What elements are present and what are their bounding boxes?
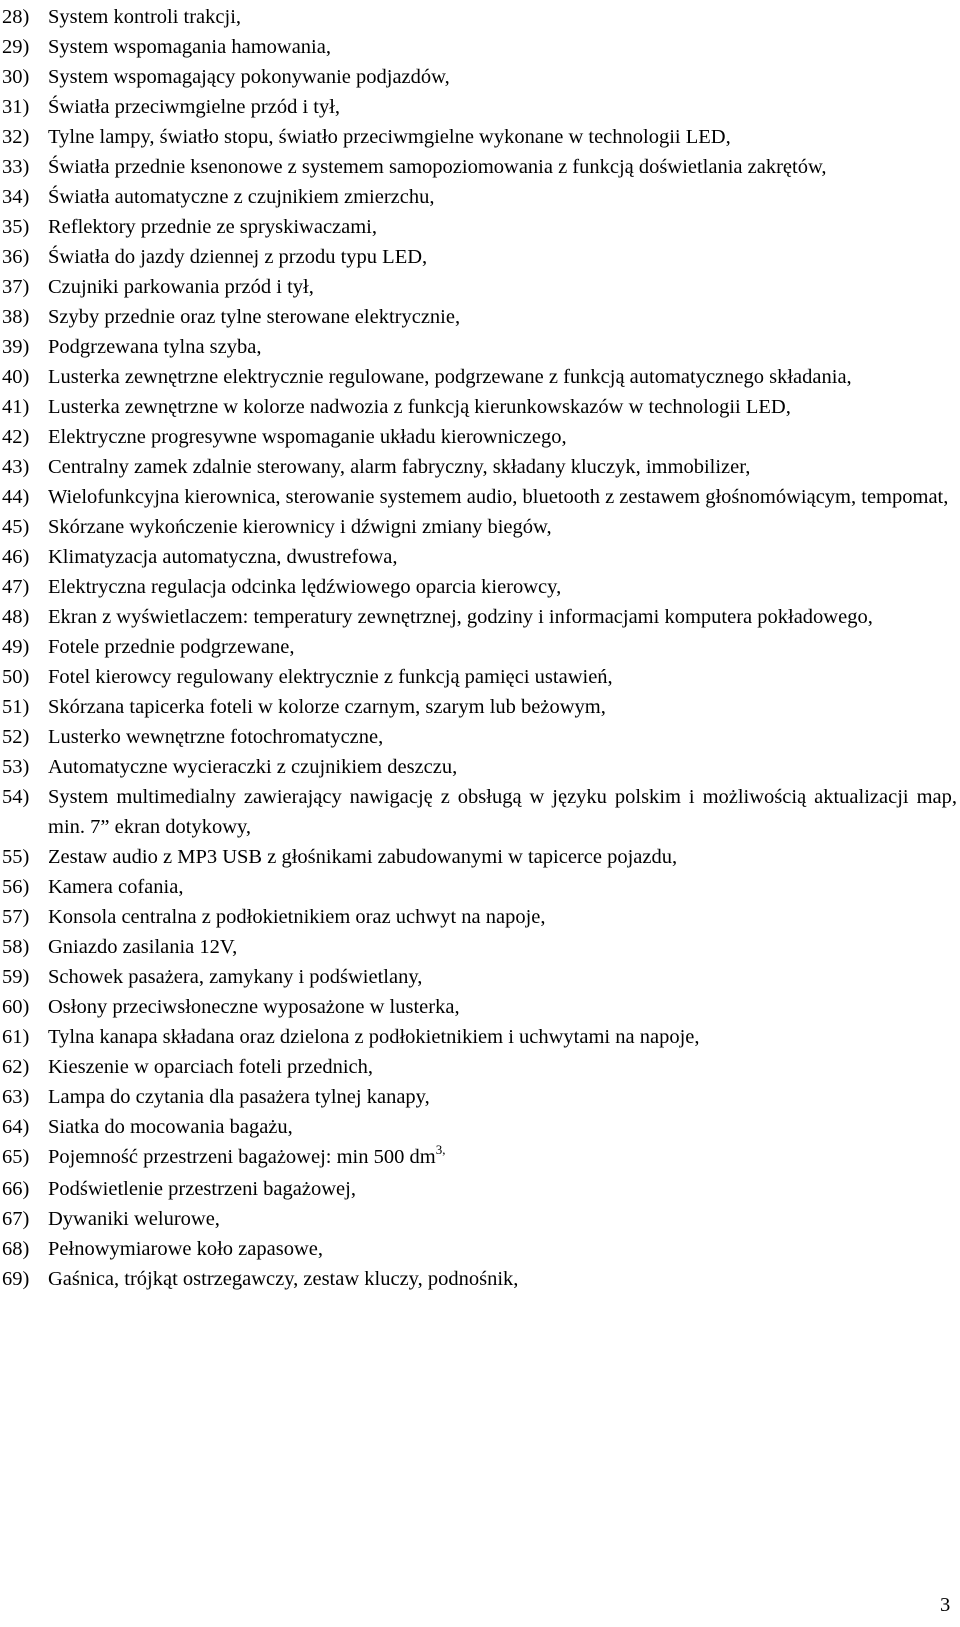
item-text-content: Centralny zamek zdalnie sterowany, alarm fabryczny, składany kluczyk, immobilizer, [48, 456, 751, 478]
item-text [48, 152, 957, 182]
item-number: 49) [2, 636, 30, 658]
item-text-content: Fotel kierowcy regulowany elektrycznie z funkcją pamięci ustawień, [48, 666, 613, 688]
item-text-content: Kamera cofania, [48, 876, 184, 898]
item-text [48, 572, 957, 602]
item-text-content: Elektryczne progresywne wspomaganie układu kierowniczego, [48, 426, 567, 448]
list-item [2, 572, 957, 602]
item-text-content: Pojemność przestrzeni bagażowej: min 500 dm [48, 1146, 436, 1168]
item-text [48, 1174, 957, 1204]
list-item [2, 752, 957, 782]
item-number: 50) [2, 666, 30, 688]
item-number: 51) [2, 696, 30, 718]
list-item [2, 242, 957, 272]
item-text [48, 722, 957, 752]
list-item [2, 2, 957, 32]
item-text [48, 632, 957, 662]
item-text [48, 1052, 957, 1082]
item-text-content: Kieszenie w oparciach foteli przednich, [48, 1056, 373, 1078]
item-number: 41) [2, 396, 30, 418]
item-text [48, 332, 957, 362]
item-text-content: Dywaniki welurowe, [48, 1208, 220, 1230]
item-text-content: Światła automatyczne z czujnikiem zmierzchu, [48, 186, 435, 208]
item-number: 38) [2, 306, 30, 328]
item-text-content: Siatka do mocowania bagażu, [48, 1116, 293, 1138]
item-text-content: Pełnowymiarowe koło zapasowe, [48, 1238, 323, 1260]
item-text-content: Elektryczna regulacja odcinka lędźwiowego oparcia kierowcy, [48, 576, 562, 598]
list-item [2, 1204, 957, 1234]
list-item [2, 932, 957, 962]
list-item [2, 32, 957, 62]
item-text [48, 272, 957, 302]
item-number: 56) [2, 876, 30, 898]
item-text-content: Automatyczne wycieraczki z czujnikiem deszczu, [48, 756, 458, 778]
item-number: 35) [2, 216, 30, 238]
item-text [48, 542, 957, 572]
list-item [2, 542, 957, 572]
item-number: 55) [2, 846, 30, 868]
item-text-content: Klimatyzacja automatyczna, dwustrefowa, [48, 546, 398, 568]
item-text [48, 902, 957, 932]
item-text [48, 992, 957, 1022]
item-text-content: Lusterko wewnętrzne fotochromatyczne, [48, 726, 384, 748]
item-text-content: Wielofunkcyjna kierownica, sterowanie systemem audio, bluetooth z zestawem głośnomówiącym, tempomat, [48, 486, 949, 508]
list-item [2, 962, 957, 992]
item-text-content: Reflektory przednie ze spryskiwaczami, [48, 216, 378, 238]
list-item [2, 872, 957, 902]
item-number: 45) [2, 516, 30, 538]
list-item [2, 452, 957, 482]
item-number: 52) [2, 726, 30, 748]
item-number: 33) [2, 156, 30, 178]
item-number: 65) [2, 1146, 30, 1168]
equipment-list [2, 2, 957, 1294]
item-text [48, 212, 957, 242]
item-text-content: Lusterka zewnętrzne w kolorze nadwozia z funkcją kierunkowskazów w technologii LED, [48, 396, 791, 418]
item-number: 62) [2, 1056, 30, 1078]
list-item [2, 692, 957, 722]
item-text-content: Osłony przeciwsłoneczne wyposażone w lusterka, [48, 996, 460, 1018]
item-number: 67) [2, 1208, 30, 1230]
list-item [2, 272, 957, 302]
item-text-content: Skórzana tapicerka foteli w kolorze czarnym, szarym lub beżowym, [48, 696, 606, 718]
item-text [48, 662, 957, 692]
item-text [48, 1142, 957, 1174]
item-number: 39) [2, 336, 30, 358]
list-item [2, 1022, 957, 1052]
item-text-content: Podgrzewana tylna szyba, [48, 336, 262, 358]
item-text-content: Zestaw audio z MP3 USB z głośnikami zabudowanymi w tapicerce pojazdu, [48, 846, 678, 868]
item-number: 54) [2, 786, 30, 808]
list-item [2, 362, 957, 392]
item-number: 44) [2, 486, 30, 508]
item-text [48, 872, 957, 902]
list-item [2, 902, 957, 932]
item-text-content: System wspomagający pokonywanie podjazdów, [48, 66, 450, 88]
list-item [2, 62, 957, 92]
list-item [2, 302, 957, 332]
item-text [48, 512, 957, 542]
list-item [2, 392, 957, 422]
item-text-content: Szyby przednie oraz tylne sterowane elektrycznie, [48, 306, 461, 328]
list-item [2, 1234, 957, 1264]
item-text [48, 302, 957, 332]
list-item [2, 1082, 957, 1112]
item-text-content: Tylne lampy, światło stopu, światło przeciwmgielne wykonane w technologii LED, [48, 126, 731, 148]
item-superscript: 3, [435, 1142, 446, 1157]
list-item [2, 662, 957, 692]
item-number: 32) [2, 126, 30, 148]
item-number: 31) [2, 96, 30, 118]
item-text-content: Ekran z wyświetlaczem: temperatury zewnętrznej, godziny i informacjami komputera pokładowego, [48, 606, 873, 628]
item-text [48, 692, 957, 722]
item-number: 60) [2, 996, 30, 1018]
item-number: 64) [2, 1116, 30, 1138]
item-text [48, 452, 957, 482]
item-number: 30) [2, 66, 30, 88]
list-item [2, 92, 957, 122]
item-text [48, 752, 957, 782]
item-text-content: Światła do jazdy dziennej z przodu typu LED, [48, 246, 428, 268]
list-item [2, 632, 957, 662]
item-text-content: Fotele przednie podgrzewane, [48, 636, 295, 658]
item-number: 36) [2, 246, 30, 268]
item-number: 59) [2, 966, 30, 988]
item-text-content: System kontroli trakcji, [48, 6, 242, 28]
item-text [48, 842, 957, 872]
item-text [48, 242, 957, 272]
item-number: 29) [2, 36, 30, 58]
item-text [48, 782, 957, 842]
item-number: 57) [2, 906, 30, 928]
list-item [2, 1264, 957, 1294]
list-item [2, 512, 957, 542]
item-text [48, 932, 957, 962]
list-item [2, 212, 957, 242]
item-text [48, 2, 957, 32]
item-text-content: Czujniki parkowania przód i tył, [48, 276, 314, 298]
item-number: 58) [2, 936, 30, 958]
item-text [48, 422, 957, 452]
item-text-content: System wspomagania hamowania, [48, 36, 331, 58]
item-text-content: Podświetlenie przestrzeni bagażowej, [48, 1178, 356, 1200]
item-number: 46) [2, 546, 30, 568]
list-item [2, 122, 957, 152]
list-item [2, 602, 957, 632]
item-number: 37) [2, 276, 30, 298]
item-text [48, 1264, 957, 1294]
item-text-content: Skórzane wykończenie kierownicy i dźwigni zmiany biegów, [48, 516, 552, 538]
item-number: 40) [2, 366, 30, 388]
item-number: 42) [2, 426, 30, 448]
item-number: 47) [2, 576, 30, 598]
item-number: 53) [2, 756, 30, 778]
item-number: 63) [2, 1086, 30, 1108]
item-text-content: Tylna kanapa składana oraz dzielona z podłokietnikiem i uchwytami na napoje, [48, 1026, 700, 1048]
item-text-content: Konsola centralna z podłokietnikiem oraz uchwyt na napoje, [48, 906, 546, 928]
item-text [48, 482, 957, 512]
page-number: 3 [940, 1594, 951, 1616]
item-text-content: Gaśnica, trójkąt ostrzegawczy, zestaw kluczy, podnośnik, [48, 1268, 519, 1290]
item-text [48, 362, 957, 392]
item-text [48, 32, 957, 62]
item-number: 34) [2, 186, 30, 208]
item-number: 61) [2, 1026, 30, 1048]
list-item [2, 1052, 957, 1082]
item-text-content: Lusterka zewnętrzne elektrycznie regulowane, podgrzewane z funkcją automatycznego składania, [48, 366, 852, 388]
item-text [48, 392, 957, 422]
item-text-content: Gniazdo zasilania 12V, [48, 936, 238, 958]
item-text [48, 1234, 957, 1264]
list-item [2, 152, 957, 182]
item-text [48, 182, 957, 212]
list-item [2, 1142, 957, 1174]
item-number: 28) [2, 6, 30, 28]
list-item [2, 992, 957, 1022]
item-text-content: Lampa do czytania dla pasażera tylnej kanapy, [48, 1086, 430, 1108]
item-text [48, 62, 957, 92]
list-item [2, 332, 957, 362]
item-text [48, 92, 957, 122]
item-text-content: Światła przeciwmgielne przód i tył, [48, 96, 341, 118]
list-item [2, 1174, 957, 1204]
item-number: 48) [2, 606, 30, 628]
item-text [48, 122, 957, 152]
list-item [2, 422, 957, 452]
item-text [48, 1112, 957, 1142]
list-item [2, 482, 957, 512]
item-text [48, 1022, 957, 1052]
item-text-content: Światła przednie ksenonowe z systemem samopoziomowania z funkcją doświetlania zakrętów, [48, 156, 827, 178]
list-item [2, 1112, 957, 1142]
list-item [2, 182, 957, 212]
item-text [48, 962, 957, 992]
item-number: 66) [2, 1178, 30, 1200]
item-text [48, 1204, 957, 1234]
list-item [2, 722, 957, 752]
item-number: 43) [2, 456, 30, 478]
list-item [2, 842, 957, 872]
item-number: 68) [2, 1238, 30, 1260]
item-text-content: System multimedialny zawierający nawigację z obsługą w języku polskim i możliwością aktualizacji map, min. 7” ekran dotykowy, [48, 786, 957, 838]
item-text [48, 1082, 957, 1112]
item-number: 69) [2, 1268, 30, 1290]
list-item [2, 782, 957, 842]
item-text-content: Schowek pasażera, zamykany i podświetlany, [48, 966, 423, 988]
item-text [48, 602, 957, 632]
